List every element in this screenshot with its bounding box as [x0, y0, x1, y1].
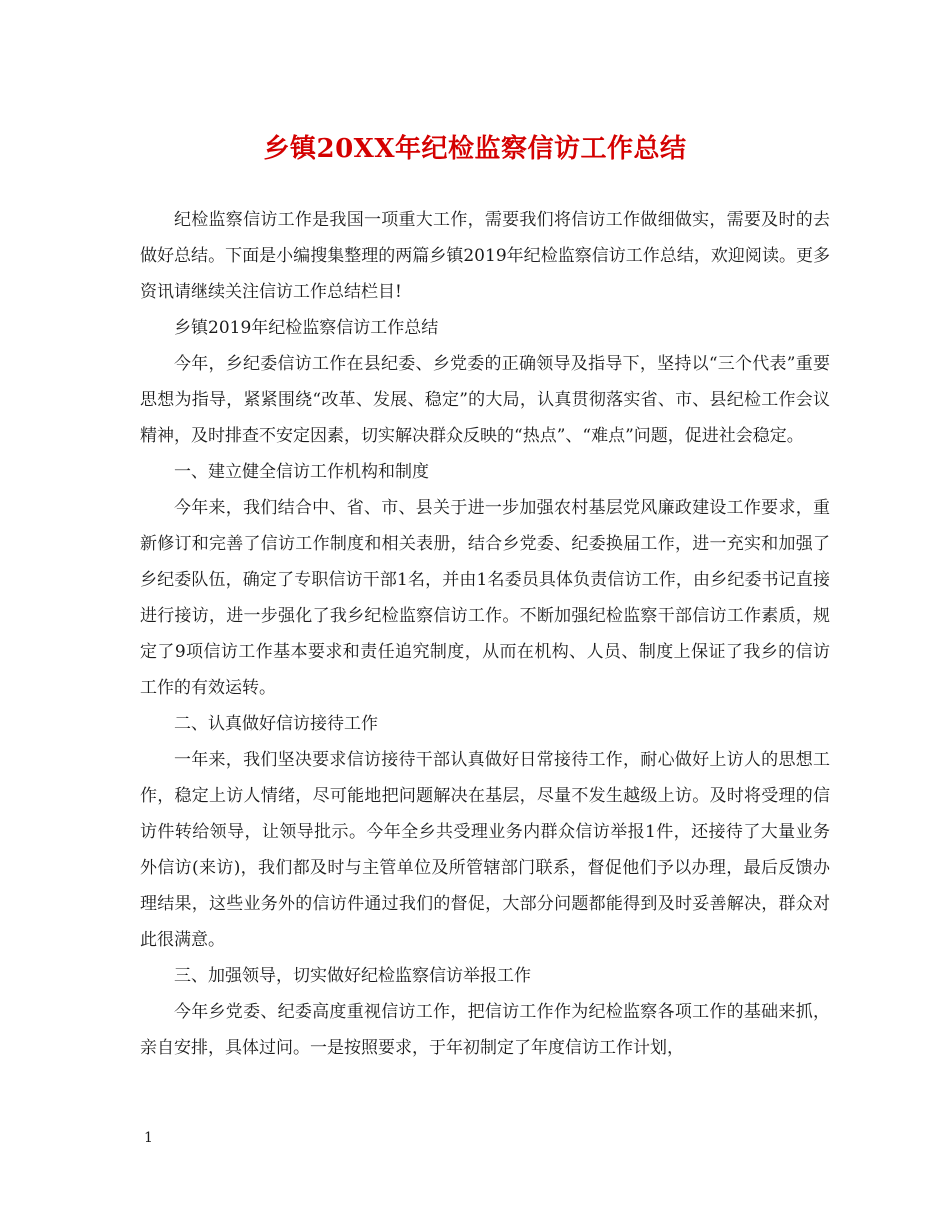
subtitle-paragraph: 乡镇2019年纪检监察信访工作总结 — [174, 318, 439, 338]
section-heading-3: 三、加强领导，切实做好纪检监察信访举报工作 — [174, 966, 531, 986]
document-title: 乡镇20XX年纪检监察信访工作总结 — [263, 134, 687, 164]
page-number: 1 — [144, 1130, 153, 1146]
intro-paragraph: 纪检监察信访工作是我国一项重大工作，需要我们将信访工作做细做实，需要及时的去做好总结。下面是小编搜集整理的两篇乡镇2019年纪检监察信访工作总结，欢迎阅读。更多资讯请继续关注信访工作总结栏目! — [140, 210, 830, 302]
section-body-1: 今年来，我们结合中、省、市、县关于进一步加强农村基层党风廉政建设工作要求，重新修订和完善了信访工作制度和相关表册，结合乡党委、纪委换届工作，进一充实和加强了乡纪委队伍，确定了专职信访干部1名，并由1名委员具体负责信访工作，由乡纪委书记直接进行接访，进一步强化了我乡纪检监察信访工作。不断加强纪检监察干部信访工作素质，规定了9项信访工作基本要求和责任追究制度，从而在机构、人员、制度上保证了我乡的信访工作的有效运转。 — [140, 498, 830, 698]
document-body — [140, 202, 830, 1066]
overview-paragraph: 今年，乡纪委信访工作在县纪委、乡党委的正确领导及指导下，坚持以“三个代表”重要思想为指导，紧紧围绕“改革、发展、稳定”的大局，认真贯彻落实省、市、县纪检工作会议精神，及时排查不安定因素，切实解决群众反映的“热点”、“难点”问题，促进社会稳定。 — [140, 354, 830, 446]
section-body-3: 今年乡党委、纪委高度重视信访工作，把信访工作作为纪检监察各项工作的基础来抓，亲自安排，具体过问。一是按照要求，于年初制定了年度信访工作计划， — [140, 1002, 830, 1058]
section-body-2: 一年来，我们坚决要求信访接待干部认真做好日常接待工作，耐心做好上访人的思想工作，稳定上访人情绪，尽可能地把问题解决在基层，尽量不发生越级上访。及时将受理的信访件转给领导，让领导批示。今年全乡共受理业务内群众信访举报1件，还接待了大量业务外信访(来访)，我们都及时与主管单位及所管辖部门联系，督促他们予以办理，最后反馈办理结果，这些业务外的信访件通过我们的督促，大部分问题都能得到及时妥善解决，群众对此很满意。 — [140, 750, 830, 950]
section-heading-2: 二、认真做好信访接待工作 — [174, 714, 378, 734]
section-heading-1: 一、建立健全信访工作机构和制度 — [174, 462, 429, 482]
